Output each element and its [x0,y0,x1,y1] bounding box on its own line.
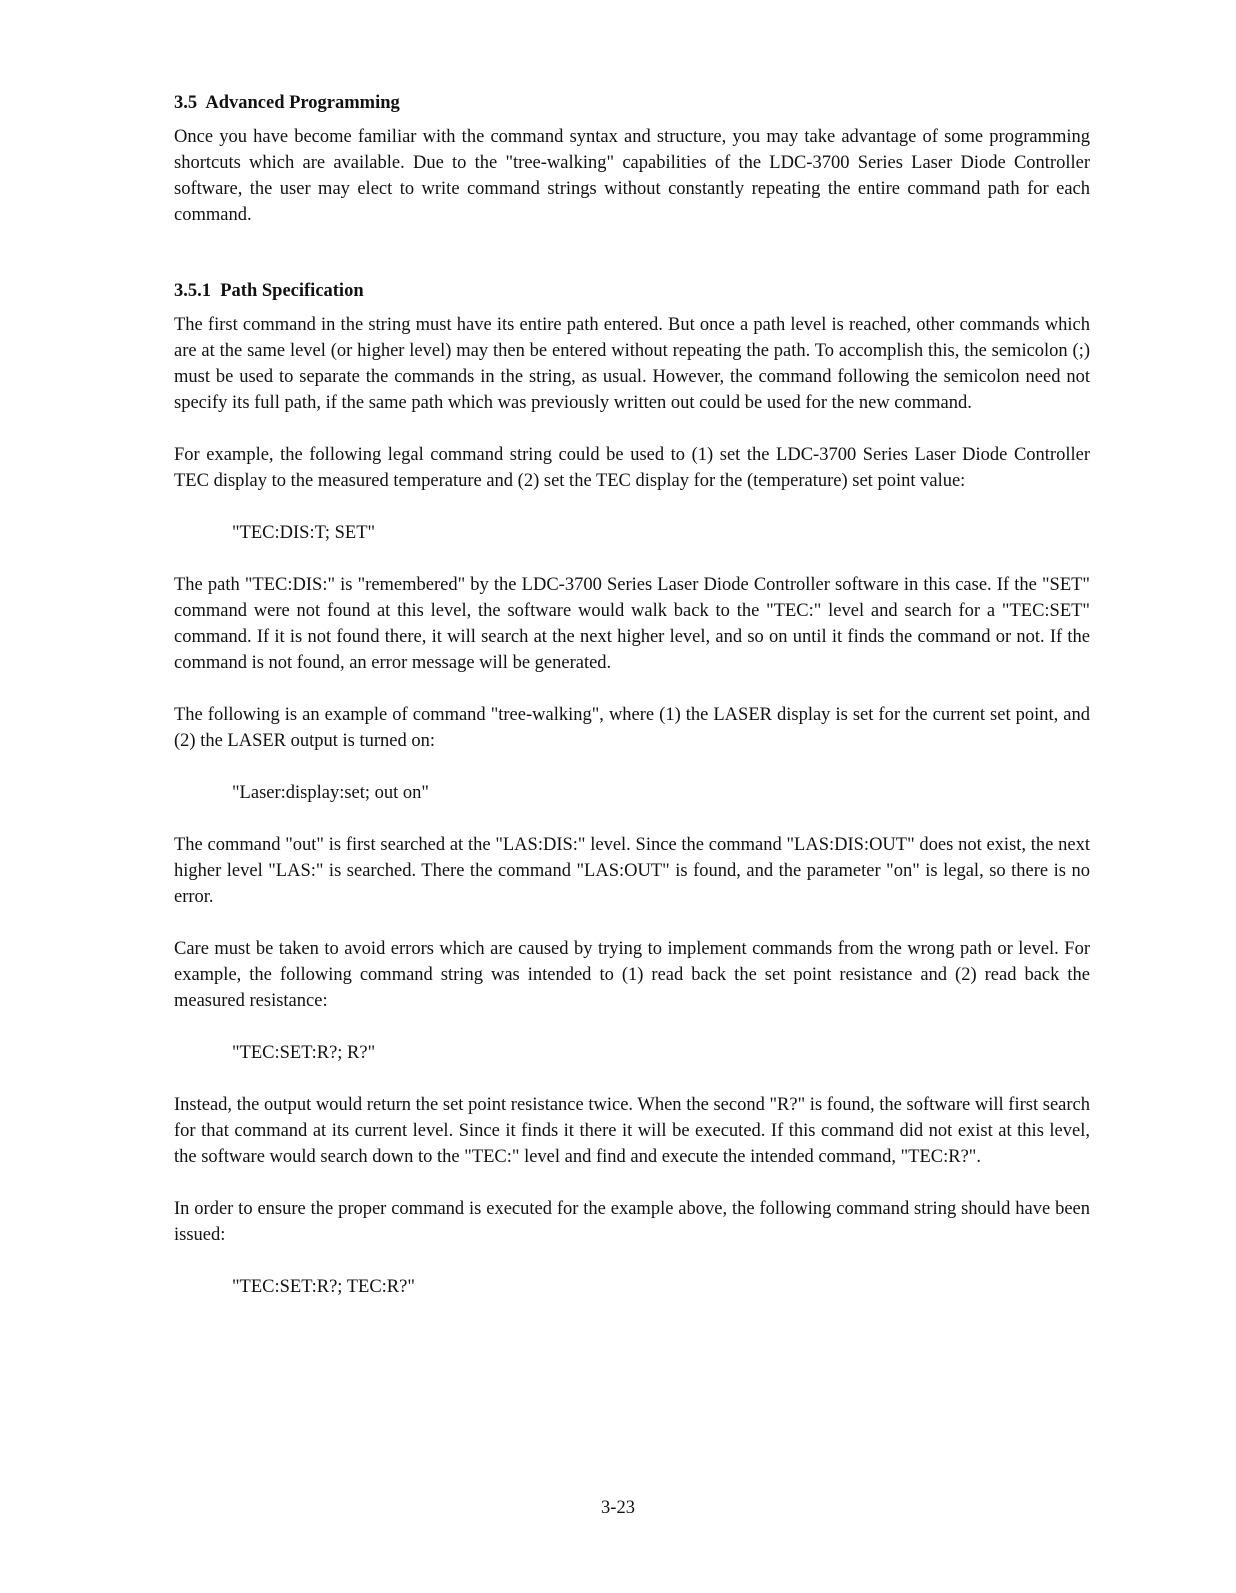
path-paragraph-5: The command "out" is first searched at the "LAS:DIS:" level. Since the command "LAS:DIS:OUT" does not exist, the next higher level "LAS:" is searched. There the command "LAS:OUT" is found, and the parameter "on" is legal, so there is no error. [174,835,1090,907]
path-paragraph-8: In order to ensure the proper command is executed for the example above, the following command string should have been issued: [174,1199,1090,1245]
path-paragraph-3: The path "TEC:DIS:" is "remembered" by the LDC-3700 Series Laser Diode Controller software in this case. If the "SET" command were not found at this level, the software would walk back to the "TEC:" level and search for a "TEC:SET" command. If it is not found there, it will search at the next higher level, and so on until it finds the command or not. If the command is not found, an error message will be generated. [174,575,1090,673]
section-heading: 3.5 Advanced Programming [174,93,400,113]
document-page [174,90,1090,1300]
path-paragraph-2: For example, the following legal command string could be used to (1) set the LDC-3700 Series Laser Diode Controller TEC display to the measured temperature and (2) set the TEC display for the (temperature) set point value: [174,445,1090,491]
command-example-1: "TEC:DIS:T; SET" [232,523,376,543]
path-paragraph-1: The first command in the string must have its entire path entered. But once a path level is reached, other commands which are at the same level (or higher level) may then be entered without repeating the path. To accomplish this, the semicolon (;) must be used to separate the commands in the string, as usual. However, the command following the semicolon need not specify its full path, if the same path which was previously written out could be used for the new command. [174,315,1090,413]
intro-paragraph: Once you have become familiar with the command syntax and structure, you may take advantage of some programming shortcuts which are available. Due to the "tree-walking" capabilities of the LDC-3700 Series Laser Diode Controller software, the user may elect to write command strings without constantly repeating the entire command path for each command. [174,127,1090,225]
path-paragraph-6: Care must be taken to avoid errors which are caused by trying to implement commands from the wrong path or level. For example, the following command string was intended to (1) read back the set point resistance and (2) read back the measured resistance: [174,939,1090,1011]
path-paragraph-4: The following is an example of command "tree-walking", where (1) the LASER display is set for the current set point, and (2) the LASER output is turned on: [174,705,1090,751]
page-number: 3-23 [601,1498,635,1518]
subsection-heading: 3.5.1 Path Specification [174,281,364,301]
command-example-2: "Laser:display:set; out on" [232,783,429,803]
command-example-3: "TEC:SET:R?; R?" [232,1043,376,1063]
command-example-4: "TEC:SET:R?; TEC:R?" [232,1277,415,1297]
path-paragraph-7: Instead, the output would return the set point resistance twice. When the second "R?" is found, the software will first search for that command at its current level. Since it finds it there it will be executed. If this command did not exist at this level, the software would search down to the "TEC:" level and find and execute the intended command, "TEC:R?". [174,1095,1090,1167]
